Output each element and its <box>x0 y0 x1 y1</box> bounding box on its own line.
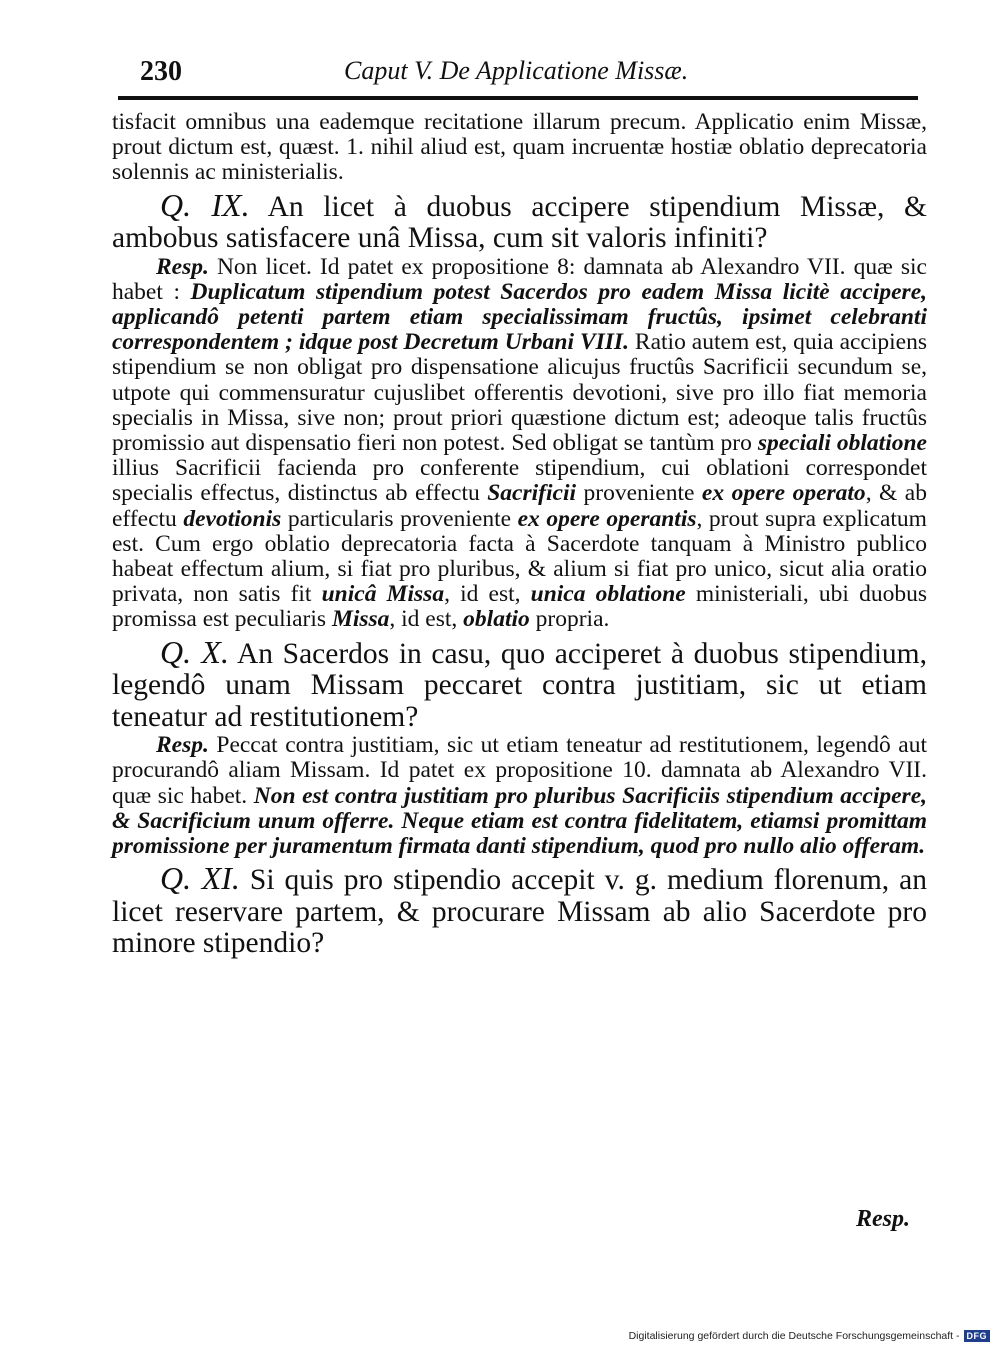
question-9-label: Q. IX. <box>160 186 250 223</box>
paragraph-continuation: tisfacit omnibus una eademque recitatione illarum precum. Applicatio enim Missæ, prout dictum est, quæst. 1. nihil aliud est, quam incruentæ hostiæ oblatio deprecatoria solennis ac ministerialis. <box>112 109 927 186</box>
question-10-label: Q. X. <box>160 633 229 670</box>
body-text <box>112 110 927 960</box>
answer-10: Resp. Peccat contra justitiam, sic ut etiam teneatur ad restitutionem, legendô aut procurandô aliam Missam. Id patet ex propositione 10. damnata ab Alexandro VII. quæ sic habet. Non est contra justitiam pro pluribus Sacrificiis stipendium accipere, & Sacrificium unum offerre. Neque etiam est contra fidelitatem, etiamsi promittam promissione per juramentum firmata danti stipendium, quod pro nullo alio offeram. <box>112 732 928 859</box>
page-number: 230 <box>140 56 182 87</box>
header-rule <box>118 96 918 100</box>
digitization-footer <box>629 1330 990 1342</box>
question-11-label: Q. XI. <box>160 860 240 897</box>
answer-9-resp: Resp. <box>156 253 209 280</box>
dfg-logo-icon: DFG <box>964 1330 991 1342</box>
catchword: Resp. <box>856 1206 910 1232</box>
question-11-text: Si quis pro stipendio accepit v. g. medium florenum, an licet reservare partem, & procurare Missam ab alio Sacerdote pro minore stipendio? <box>112 864 928 960</box>
question-9 <box>112 186 928 255</box>
answer-9-quotation: Duplicatum stipendium potest Sacerdos pro eadem Missa licitè accipere, applicandô petenti partem etiam specialissimam fructûs, ipsimet celebranti correspondentem ; idque post Decretum Urbani VIII. <box>112 278 928 356</box>
answer-10-quotation: Non est contra justitiam pro pluribus Sacrificiis stipendium accipere, & Sacrificium unum offerre. Neque etiam est contra fidelitatem, etiamsi promittam promissione per juramentum firmata danti stipendium, quod pro nullo alio offeram. <box>112 782 928 859</box>
question-9-text: An licet à duobus accipere stipendium Missæ, & ambobus satisfacere unâ Missa, cum sit valoris infiniti? <box>112 190 928 255</box>
footer-text: Digitalisierung gefördert durch die Deutsche Forschungsgemeinschaft - <box>628 1330 960 1342</box>
answer-10-resp: Resp. <box>156 732 209 759</box>
running-title: Caput V. De Applicatione Missæ. <box>344 56 689 85</box>
question-10 <box>112 633 927 734</box>
question-11 <box>112 860 928 960</box>
question-10-text: An Sacerdos in casu, quo acciperet à duobus stipendium, legendô unam Missam peccaret contra justitiam, sic ut etiam teneatur ad restitutionem? <box>112 637 927 733</box>
page-header <box>118 50 918 90</box>
answer-9: Resp. Non licet. Id patet ex propositione 8: damnata ab Alexandro VII. quæ sic habet : Duplicatum stipendium potest Sacerdos pro eadem Missa licitè accipere, applicandô petenti partem etiam specialissimam fructûs, ipsimet celebranti correspondentem ; idque post Decretum Urbani VIII. Ratio autem est, quia accipiens stipendium se non obligat pro dispensatione alicujus fructûs Sacrificii secundum se, utpote qui commensuratur cujuslibet offerentis devotioni, sive pro illo fiat memoria specialis in Missa, sive non; prout priori quæstione dictum est; adeoque talis fructûs promissio aut dispensatio fieri non potest. Sed obligat se tantùm pro speciali oblatione illius Sacrificii facienda pro conferente stipendium, cui oblationi correspondet specialis effectus, distinctus ab effectu Sacrificii proveniente ex opere operato, & ab effectu devotionis particularis proveniente ex opere operantis, prout supra explicatum est. Cum ergo oblatio deprecatoria facta à Sacerdote tanquam à Ministro publico habeat effectum alium, si fiat pro pluribus, & alium si fiat pro unico, sicut alia oratio privata, non satis fit unicâ Missa, id est, unica oblatione ministeriali, ubi duobus promissa est peculiaris Missa, id est, oblatio propria. <box>112 253 928 633</box>
